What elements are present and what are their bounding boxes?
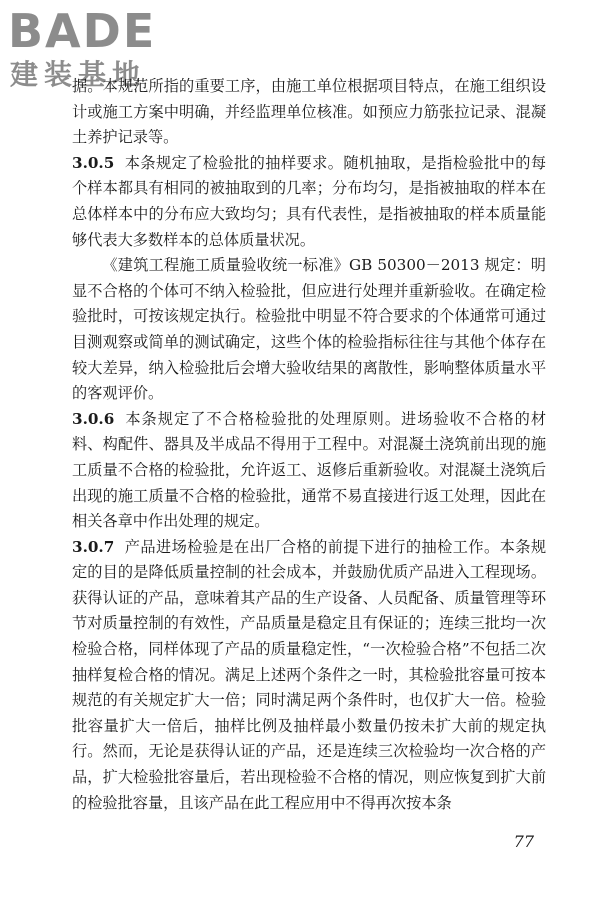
paragraph-3-0-5: 3.0.5 本条规定了检验批的抽样要求。随机抽取，是指检验批中的每个样本都具有相同的被抽取到的几率；分布均匀，是指被抽取的样本在总体样本中的分布应大致均匀；具有代表性，是指被抽取的样本质量能够代表大多数样本的总体质量状况。 (72, 153, 546, 249)
paragraph-standard-reference: 《建筑工程施工质量验收统一标准》GB 50300－2013 规定：明显不合格的个体可不纳入检验批，但应进行处理并重新验收。在确定检验批时，可按该规定执行。检验批中明显不符合要求的个体通常可通过目测观察或简单的测试确定，这些个体的检验指标往往与其他个体存在较大差异，纳入检验批后会增大验收结果的离散性，影响整体质量水平的客观评价。 (72, 256, 546, 403)
page-number: 77 (513, 832, 534, 851)
section-number: 3.0.7 (72, 537, 115, 556)
page-body (72, 74, 546, 816)
paragraph-3-0-7: 3.0.7 产品进场检验是在出厂合格的前提下进行的抽检工作。本条规定的目的是降低质量控制的社会成本，并鼓励优质产品进入工程现场。获得认证的产品，意味着其产品的生产设备、人员配备、质量管理等环节对质量控制的有效性，产品质量是稳定且有保证的；连续三批均一次检验合格，同样体现了产品的质量稳定性，“一次检验合格”不包括二次抽样复检合格的情况。满足上述两个条件之一时，其检验批容量可按本规范的有关规定扩大一倍；同时满足两个条件时，也仅扩大一倍。检验批容量扩大一倍后，抽样比例及抽样最小数量仍按未扩大前的规定执行。然而，无论是获得认证的产品，还是连续三次检验均一次合格的产品，扩大检验批容量后，若出现检验不合格的情况，则应恢复到扩大前的检验批容量，且该产品在此工程应用中不得再次按本条 (72, 537, 546, 812)
section-number: 3.0.6 (72, 409, 115, 428)
logo-brand: BADE (8, 4, 157, 58)
paragraph-continuation: 据。本规范所指的重要工序，由施工单位根据项目特点，在施工组织设计或施工方案中明确，并经监理单位核准。如预应力筋张拉记录、混凝土养护记录等。 (72, 77, 546, 147)
logo-subtitle: 建装基地 (10, 58, 147, 91)
paragraph-3-0-6: 3.0.6 本条规定了不合格检验批的处理原则。进场验收不合格的材料、构配件、器具及半成品不得用于工程中。对混凝土浇筑前出现的施工质量不合格的检验批，允许返工、返修后重新验收。对混凝土浇筑后出现的施工质量不合格的检验批，通常不易直接进行返工处理，因此在相关各章中作出处理的规定。 (72, 409, 546, 531)
section-number: 3.0.5 (72, 153, 115, 172)
